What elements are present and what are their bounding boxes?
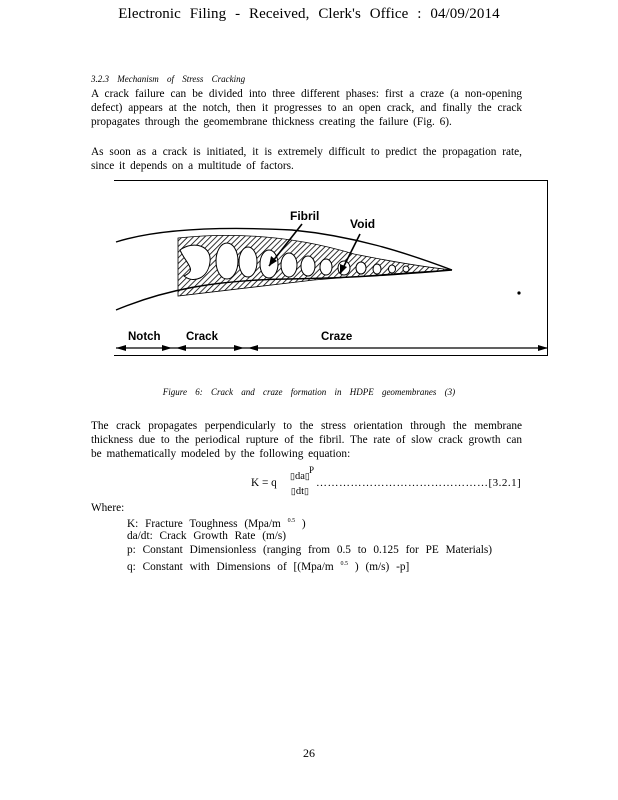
definition-k: K: Fracture Toughness (Mpa/m $^{0.5}$ ) xyxy=(127,517,306,530)
crack-label: Crack xyxy=(186,331,218,343)
equation-right-bracket: ▯ xyxy=(304,471,310,481)
equation-leader: ……………………………………… xyxy=(316,477,489,489)
equation-leader-and-number xyxy=(316,477,521,489)
equation-numerator: da xyxy=(294,471,305,482)
paragraph-phases: A crack failure can be divided into three different phases: first a craze (a non-opening defect) appears at the notch, then it progresses to an open crack, and finally the crack propagates through the geomembrane thickness creating the failure (Fig. 6). xyxy=(91,88,522,128)
equation-lhs: K = q xyxy=(251,477,277,489)
page-number: 26 xyxy=(303,746,315,760)
paragraph-slow-crack-growth: The crack propagates perpendicularly to the stress orientation through the membrane thickness due to the periodical rupture of the fibril. The rate of slow crack growth can be mathematically modeled by the following equation: xyxy=(91,420,522,460)
where-label: Where: xyxy=(91,502,125,514)
equation-number: [3.2.1] xyxy=(488,477,522,489)
section-heading: 3.2.3 Mechanism of Stress Cracking xyxy=(91,74,246,84)
stray-mark xyxy=(517,291,520,294)
filing-header: Electronic Filing - Received, Clerk's Office : 04/09/2014 xyxy=(118,6,500,22)
definition-q: q: Constant with Dimensions of [(Mpa/m $^{0.5}$ ) (m/s) -p] xyxy=(127,560,410,573)
equation-denominator: dt xyxy=(295,486,304,497)
equation-fraction: ▯da▯ ▯dt▯ xyxy=(290,471,310,497)
definition-p: p: Constant Dimensionless (ranging from 0.5 to 0.125 for PE Materials) xyxy=(127,544,493,556)
equation-exponent: P xyxy=(309,465,315,475)
definition-da-dt: da/dt: Crack Growth Rate (m/s) xyxy=(127,530,287,542)
fibril-label: Fibril xyxy=(290,209,320,223)
notch-label: Notch xyxy=(128,331,161,343)
figure-caption: Figure 6: Crack and craze formation in HDPE geomembranes (3) xyxy=(162,387,456,397)
paragraph-propagation-rate: As soon as a crack is initiated, it is extremely difficult to predict the propagation rate, since it depends on a multitude of factors. xyxy=(91,146,522,172)
void-label: Void xyxy=(350,217,376,231)
craze-label: Craze xyxy=(321,331,353,343)
equation-left-bracket: ▯ xyxy=(290,471,295,481)
crack-craze-diagram xyxy=(114,180,550,358)
